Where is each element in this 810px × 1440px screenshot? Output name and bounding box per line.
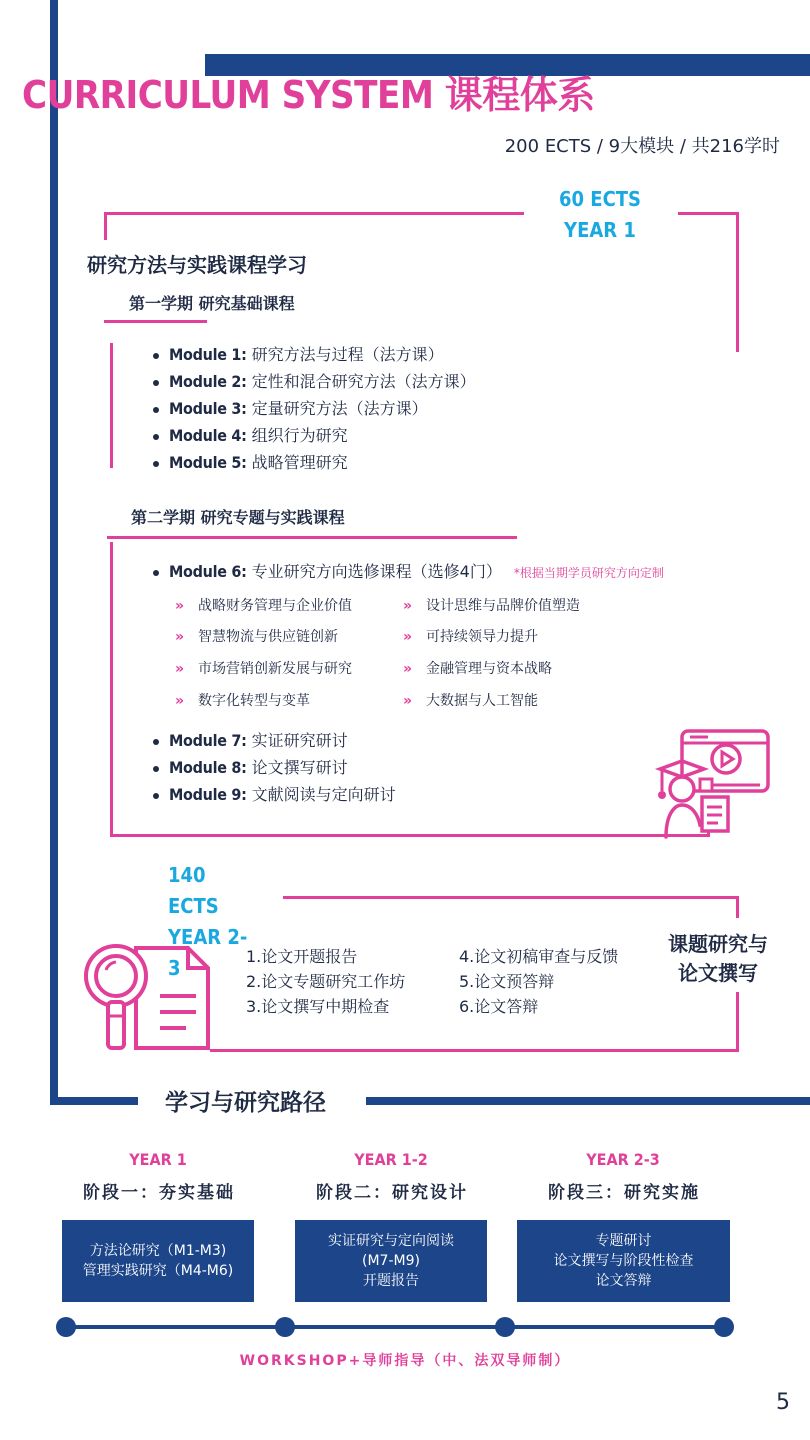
year1-year: YEAR 1 [564, 218, 636, 242]
frame-bottom-bar-left [50, 1097, 138, 1105]
stage3-box: 专题研讨 论文撰写与阶段性检查 论文答辩 [517, 1220, 730, 1302]
timeline-dot [275, 1317, 295, 1337]
year23-title: 课题研究与 论文撰写 [668, 932, 768, 985]
module6-list [153, 558, 664, 587]
year1-top-line-left [104, 212, 524, 215]
year1-bottom-line [110, 834, 710, 837]
year1-right-line [736, 212, 739, 352]
stage1-name: 阶段一：夯实基础 [83, 1183, 235, 1203]
elective-item: » 可持续领导力提升 [403, 629, 539, 645]
module6-note: *根据当期学员研究方向定制 [513, 566, 664, 580]
timeline-line [66, 1325, 724, 1329]
sem1-side-line [110, 343, 113, 468]
semester1-title: 第一学期 研究基础课程 [129, 294, 295, 313]
elective-item: » 金融管理与资本战略 [403, 661, 553, 677]
semester1-module-list [153, 341, 476, 476]
list-item: 5.论文预答辩 [459, 972, 555, 991]
year23-items-left [246, 944, 405, 1019]
page-subtitle: 200 ECTS / 9大模块 / 共216学时 [504, 136, 780, 157]
year23-bottom-line [210, 1049, 739, 1052]
list-item: 1.论文开题报告 [246, 947, 358, 966]
stage2-box: 实证研究与定向阅读 (M7-M9) 开题报告 [295, 1220, 487, 1302]
year23-bottom-right-line [736, 992, 739, 1052]
list-item: 4.论文初稿审查与反馈 [459, 947, 619, 966]
stage3-name: 阶段三：研究实施 [548, 1183, 700, 1203]
elective-item: » 智慧物流与供应链创新 [175, 629, 339, 645]
sem2-underline [107, 536, 517, 539]
list-item: Module 1: 研究方法与过程（法方课） [153, 341, 476, 368]
list-item: 6.论文答辩 [459, 997, 539, 1016]
frame-left-bar [50, 0, 58, 1105]
stage1-box: 方法论研究（M1-M3) 管理实践研究（M4-M6) [62, 1220, 254, 1302]
elective-item: » 战略财务管理与企业价值 [175, 598, 353, 614]
list-item: 3.论文撰写中期检查 [246, 997, 390, 1016]
stage1-year: YEAR 1 [129, 1150, 187, 1169]
year23-year: YEAR 2-3 [168, 925, 248, 980]
list-item: Module 9: 文献阅读与定向研讨 [153, 781, 396, 808]
stage2-year: YEAR 1-2 [354, 1150, 428, 1169]
video-lecture-icon [652, 725, 774, 845]
frame-bottom-bar-right [366, 1097, 810, 1105]
list-item: Module 4: 组织行为研究 [153, 422, 476, 449]
sem2-side-line [110, 542, 113, 837]
list-item: Module 7: 实证研究研讨 [153, 727, 396, 754]
list-item: Module 6: 专业研究方向选修课程（选修4门） *根据当期学员研究方向定制 [153, 558, 664, 587]
year23-top-right-tick [736, 896, 739, 918]
year1-heading: 研究方法与实践课程学习 [87, 253, 307, 277]
year23-items-right [459, 944, 618, 1019]
list-item: Module 5: 战略管理研究 [153, 449, 476, 476]
year1-top-line-right [678, 212, 739, 215]
semester2-module-list [153, 727, 396, 808]
year1-ects: 60 ECTS [558, 187, 642, 211]
workshop-caption: WORKSHOP+导师指导（中、法双导师制） [239, 1353, 571, 1369]
semester2-title: 第二学期 研究专题与实践课程 [131, 508, 345, 527]
list-item: 2.论文专题研究工作坊 [246, 972, 406, 991]
timeline-dot [495, 1317, 515, 1337]
elective-item: » 数字化转型与变革 [175, 693, 311, 709]
year1-top-left-tick [104, 212, 107, 240]
list-item: Module 8: 论文撰写研讨 [153, 754, 396, 781]
year23-top-line [283, 896, 738, 899]
year1-ects-label [540, 184, 660, 246]
sem1-underline [104, 320, 207, 323]
stage3-year: YEAR 2-3 [586, 1150, 660, 1169]
list-item: Module 3: 定量研究方法（法方课） [153, 395, 476, 422]
document-search-icon [78, 936, 214, 1056]
stage2-name: 阶段二：研究设计 [316, 1183, 468, 1203]
elective-item: » 大数据与人工智能 [403, 693, 539, 709]
page-title: CURRICULUM SYSTEM 课程体系 [22, 73, 595, 117]
page-number: 5 [776, 1390, 790, 1415]
year23-ects: 140 ECTS [168, 863, 219, 918]
elective-item: » 市场营销创新发展与研究 [175, 661, 353, 677]
path-title: 学习与研究路径 [165, 1090, 326, 1116]
elective-item: » 设计思维与品牌价值塑造 [403, 598, 581, 614]
timeline-dot [714, 1317, 734, 1337]
timeline-dot [56, 1317, 76, 1337]
list-item: Module 2: 定性和混合研究方法（法方课） [153, 368, 476, 395]
